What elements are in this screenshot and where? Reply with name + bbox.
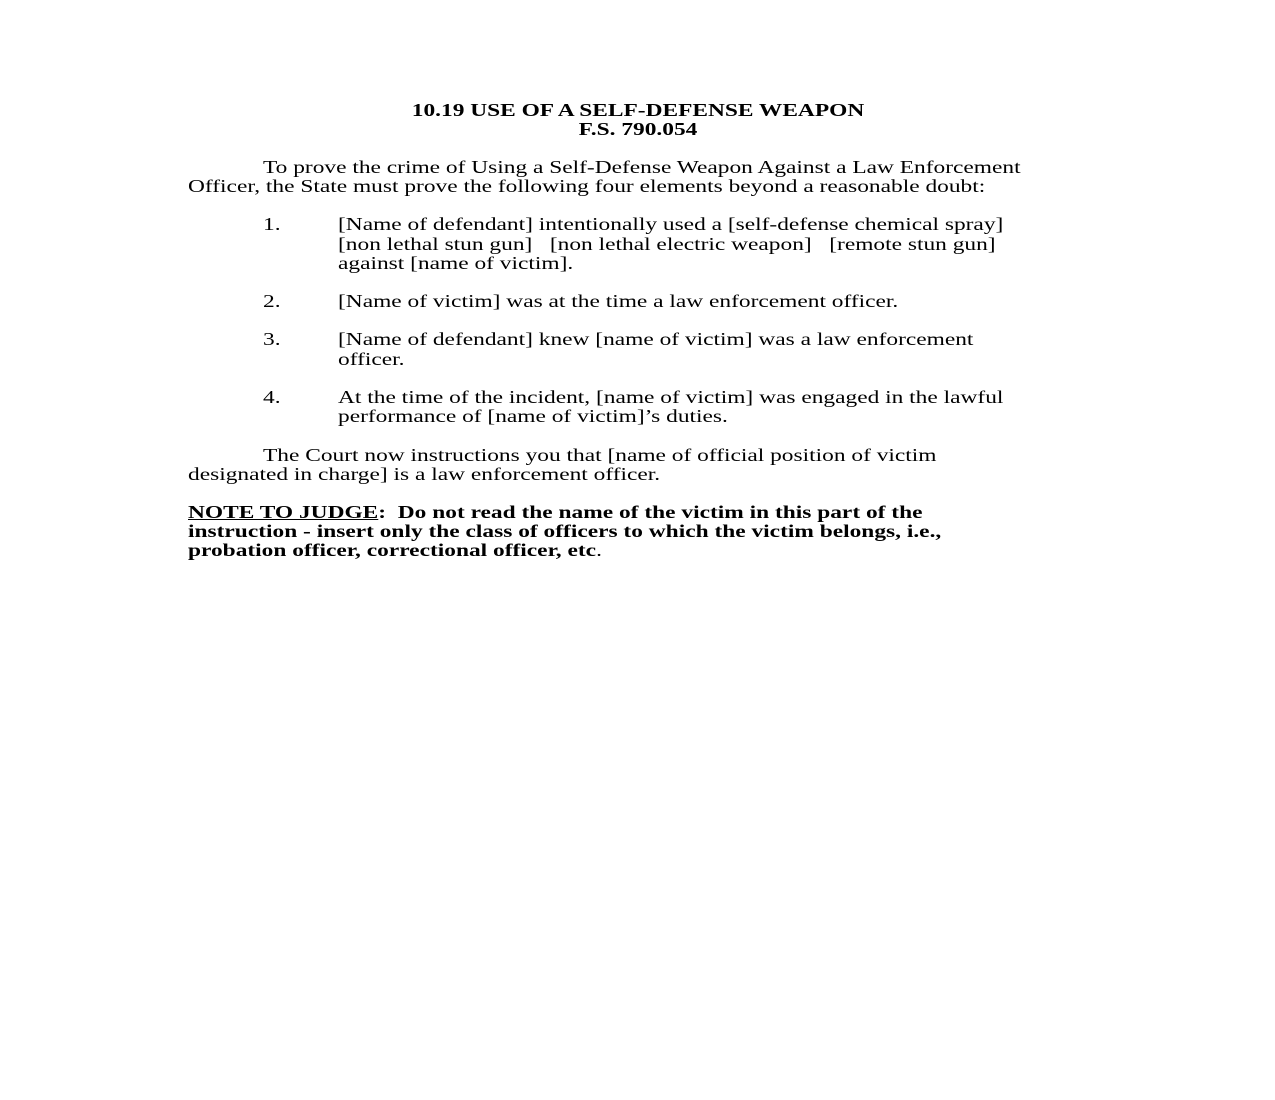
statute-reference: F.S. 790.054 <box>578 119 698 139</box>
note-label: NOTE TO JUDGE <box>188 502 379 522</box>
note-text: probation officer, correctional officer, etc <box>188 540 597 560</box>
element-number: 3. <box>263 329 281 349</box>
note-line <box>188 540 602 560</box>
element-number: 4. <box>263 387 281 407</box>
court-line: The Court now instructions you that [name of official position of victim <box>263 445 937 465</box>
element-number: 1. <box>263 214 281 234</box>
element-text: [Name of victim] was at the time a law enforcement officer. <box>338 291 899 311</box>
element-text: officer. <box>338 349 405 369</box>
court-line: designated in charge] is a law enforcement officer. <box>188 464 661 484</box>
note-text: instruction - insert only the class of officers to which the victim belongs, i.e., <box>188 521 942 541</box>
note-text: : Do not read the name of the victim in this part of the <box>378 502 923 522</box>
element-text: At the time of the incident, [name of victim] was engaged in the lawful <box>338 387 1004 407</box>
element-text: [Name of defendant] intentionally used a [self-defense chemical spray] <box>338 214 1004 234</box>
document-title: 10.19 USE OF A SELF-DEFENSE WEAPON <box>411 100 865 120</box>
intro-line: To prove the crime of Using a Self-Defense Weapon Against a Law Enforcement <box>263 157 1021 177</box>
element-text: performance of [name of victim]’s duties. <box>338 406 728 426</box>
intro-line: Officer, the State must prove the following four elements beyond a reasonable doubt: <box>188 176 986 196</box>
element-text: [non lethal stun gun] [non lethal electric weapon] [remote stun gun] <box>338 234 996 254</box>
note-line <box>188 502 923 522</box>
element-text: against [name of victim]. <box>338 253 574 273</box>
note-period: . <box>596 540 602 560</box>
element-text: [Name of defendant] knew [name of victim] was a law enforcement <box>338 329 974 349</box>
element-number: 2. <box>263 291 281 311</box>
